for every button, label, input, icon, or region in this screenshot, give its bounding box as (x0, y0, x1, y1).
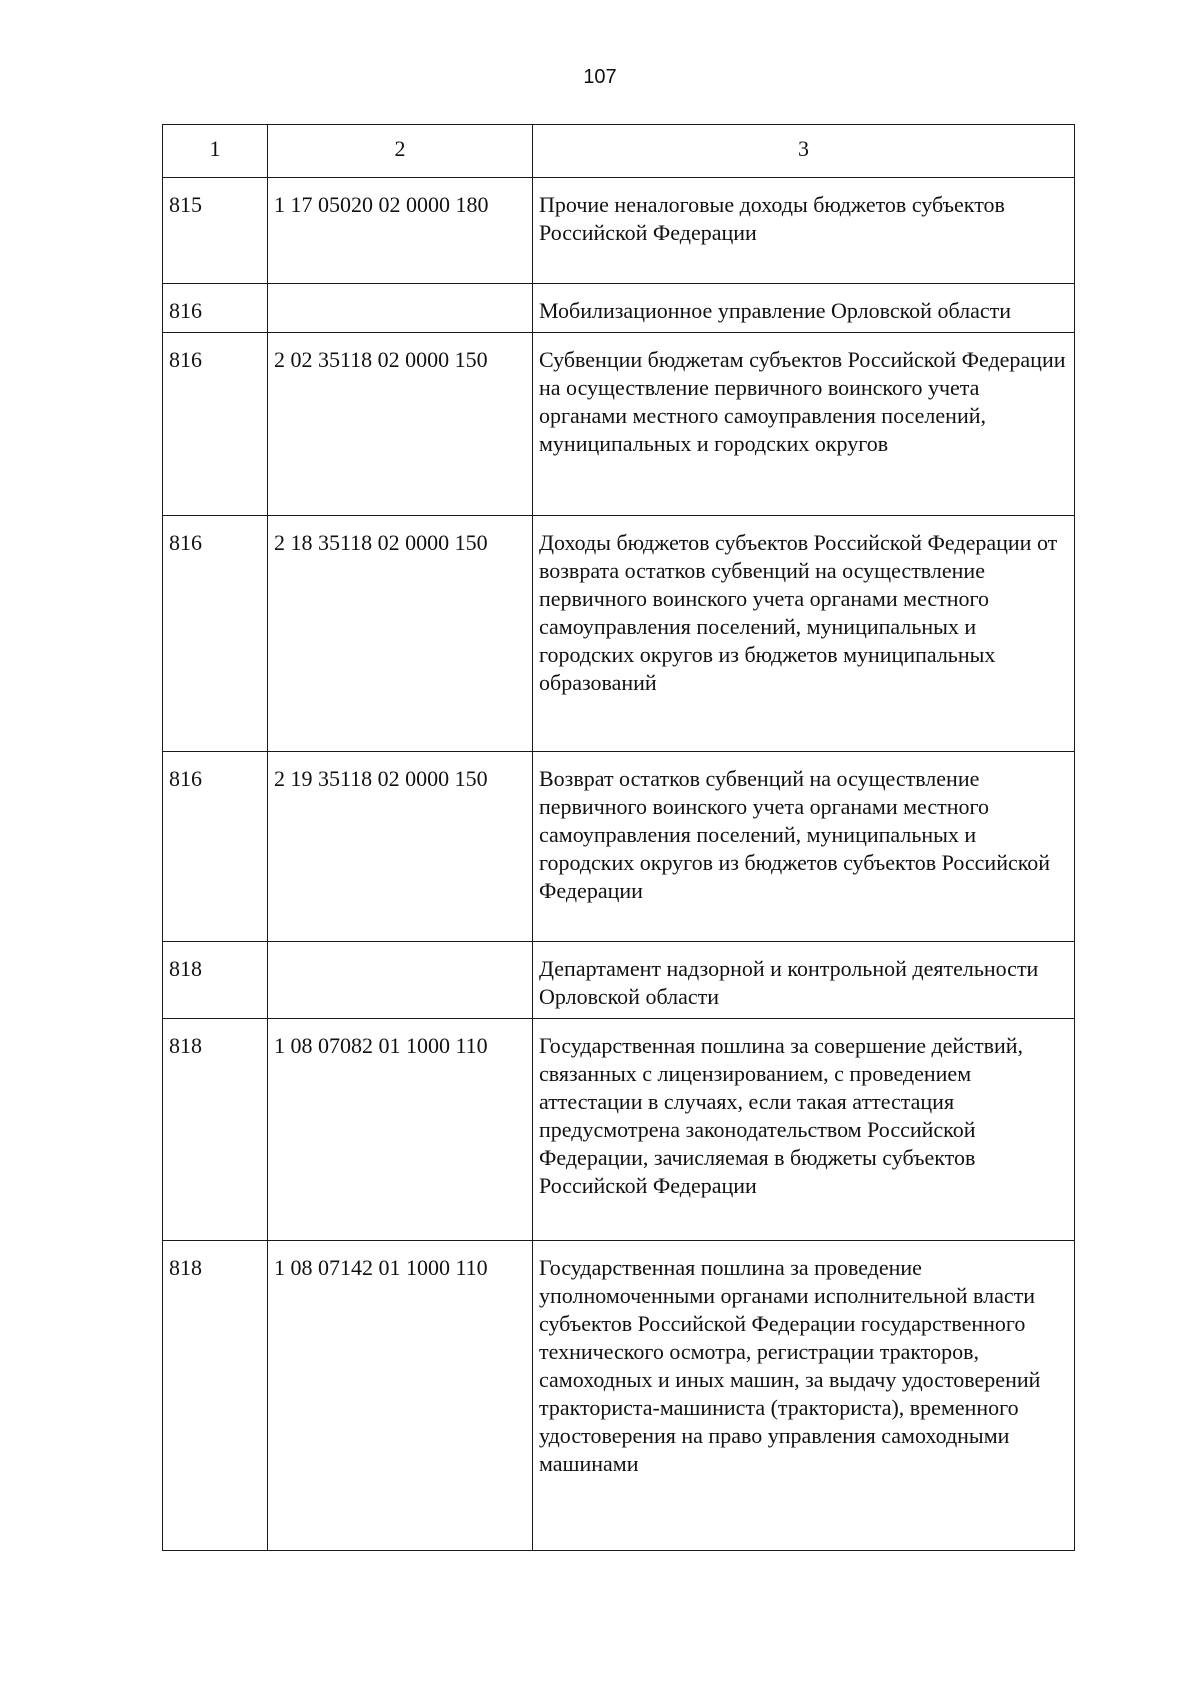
description-cell: Субвенции бюджетам субъектов Российской Федерации на осуществление первичного воинского учета органами местного самоуправления поселений, муниципальных и городских округов (533, 333, 1075, 516)
budget-code-cell: 2 19 35118 02 0000 150 (268, 752, 533, 942)
budget-code-cell: 2 02 35118 02 0000 150 (268, 333, 533, 516)
admin-code-cell: 816 (163, 752, 268, 942)
table-row (163, 752, 1075, 942)
page-number: 107 (583, 66, 617, 88)
description-cell: Доходы бюджетов субъектов Российской Федерации от возврата остатков субвенций на осуществление первичного воинского учета органами местного самоуправления поселений, муниципальных и городских округов из бюджетов муниципальных образований (533, 516, 1075, 752)
table-row (163, 284, 1075, 333)
description-cell: Мобилизационное управление Орловской области (533, 284, 1075, 333)
table-row (163, 1019, 1075, 1241)
budget-code-cell: 2 18 35118 02 0000 150 (268, 516, 533, 752)
table-row (163, 333, 1075, 516)
admin-code-cell: 818 (163, 1241, 268, 1551)
admin-code-cell: 818 (163, 1019, 268, 1241)
table-row (163, 178, 1075, 284)
description-cell: Прочие неналоговые доходы бюджетов субъектов Российской Федерации (533, 178, 1075, 284)
income-codes-table (162, 124, 1075, 1551)
table-header-row (163, 125, 1075, 178)
description-cell: Государственная пошлина за совершение действий, связанных с лицензированием, с проведением аттестации в случаях, если такая аттестация предусмотрена законодательством Российской Федерации, зачисляемая в бюджеты субъектов Российской Федерации (533, 1019, 1075, 1241)
admin-code-cell: 818 (163, 942, 268, 1019)
table-row (163, 516, 1075, 752)
admin-code-cell: 816 (163, 333, 268, 516)
header-col-3: 3 (533, 125, 1075, 178)
table-row (163, 1241, 1075, 1551)
budget-code-cell: 1 08 07082 01 1000 110 (268, 1019, 533, 1241)
budget-code-cell (268, 942, 533, 1019)
description-cell: Государственная пошлина за проведение уполномоченными органами исполнительной власти субъектов Российской Федерации государственного технического осмотра, регистрации тракторов, самоходных и иных машин, за выдачу удостоверений тракториста-машиниста (тракториста), временного удостоверения на право управления самоходными машинами (533, 1241, 1075, 1551)
header-col-2: 2 (268, 125, 533, 178)
table-row (163, 942, 1075, 1019)
budget-code-cell: 1 17 05020 02 0000 180 (268, 178, 533, 284)
admin-code-cell: 816 (163, 516, 268, 752)
admin-code-cell: 816 (163, 284, 268, 333)
description-cell: Возврат остатков субвенций на осуществление первичного воинского учета органами местного самоуправления поселений, муниципальных и городских округов из бюджетов субъектов Российской Федерации (533, 752, 1075, 942)
budget-code-cell: 1 08 07142 01 1000 110 (268, 1241, 533, 1551)
budget-code-cell (268, 284, 533, 333)
admin-code-cell: 815 (163, 178, 268, 284)
header-col-1: 1 (163, 125, 268, 178)
description-cell: Департамент надзорной и контрольной деятельности Орловской области (533, 942, 1075, 1019)
